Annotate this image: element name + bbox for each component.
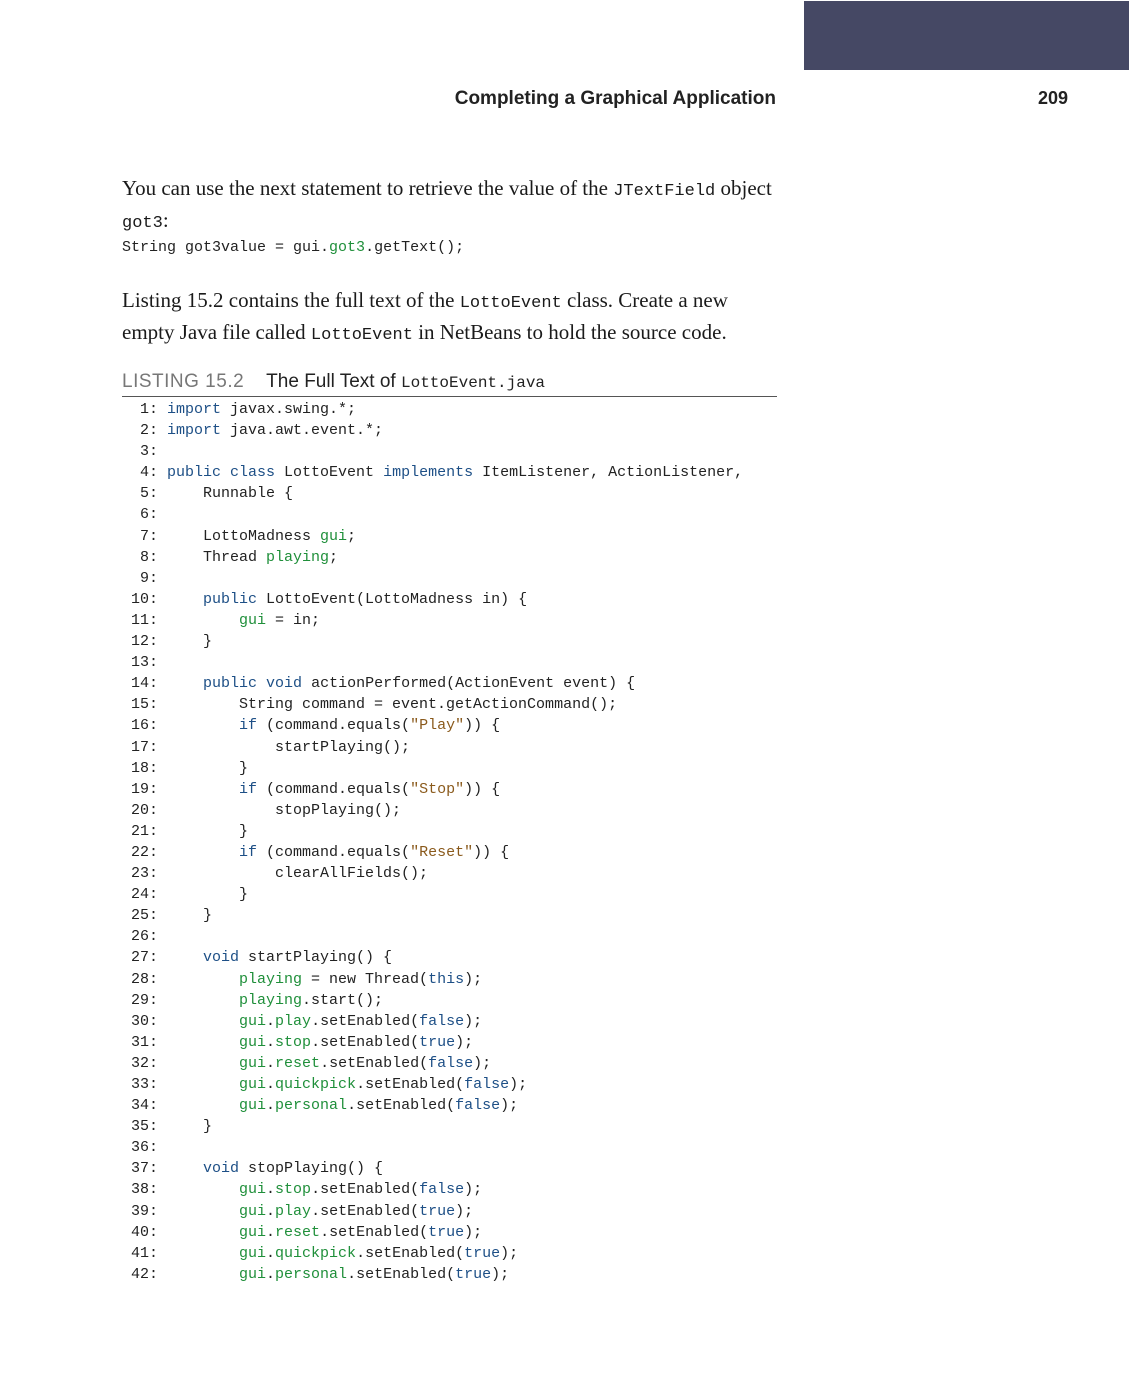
code-line (122, 1053, 743, 1074)
line-number: 30: (130, 1012, 158, 1030)
code-token: true (419, 1033, 456, 1051)
code-line (122, 715, 743, 736)
code-line (122, 673, 743, 694)
code-token: true (455, 1265, 492, 1283)
code-token: = in; (266, 611, 321, 629)
code-token (167, 591, 203, 608)
code-line (122, 462, 743, 483)
code-token: quickpick (275, 1244, 357, 1262)
code-line (122, 1158, 743, 1179)
body-code-lottoevent-1: LottoEvent (459, 294, 562, 313)
code-line (122, 1116, 743, 1137)
code-token: . (266, 1202, 276, 1220)
code-line (122, 610, 743, 631)
code-token: true (464, 1244, 501, 1262)
code-token: if (239, 717, 258, 735)
code-line (122, 589, 743, 610)
line-number: 38: (130, 1181, 158, 1199)
code-token: .setEnabled( (320, 1054, 429, 1072)
line-number: 33: (130, 1076, 158, 1093)
code-token: .setEnabled( (311, 1033, 420, 1051)
code-token: } (167, 907, 213, 925)
line-number: 4: (139, 464, 158, 482)
code-token: gui (239, 1244, 267, 1262)
code-token: ); (455, 1033, 474, 1051)
line-number: 23: (130, 865, 158, 883)
code-token: LottoEvent(LottoMadness in) { (257, 590, 528, 608)
intro-text-3: : (162, 208, 169, 232)
line-number: 11: (130, 611, 158, 629)
line-number: 2: (139, 422, 158, 440)
code-token: public (167, 464, 222, 482)
code-token: gui (239, 1265, 267, 1283)
code-token: .setEnabled( (311, 1012, 420, 1030)
code-token: javax.swing.*; (221, 401, 357, 418)
intro-code-got3: got3 (122, 214, 163, 233)
code-token: . (266, 1076, 276, 1093)
code-token: ); (464, 970, 483, 988)
code-token: playing (239, 970, 303, 988)
code-token: ItemListener, ActionListener, (473, 464, 744, 482)
line-number: 12: (130, 633, 158, 651)
intro-code-jtextfield: JTextField (613, 182, 716, 201)
code-token: ); (455, 1202, 474, 1220)
code-token: stopPlaying(); (167, 801, 402, 819)
code-token: reset (275, 1054, 321, 1072)
code-token: ); (491, 1265, 510, 1283)
code-token (167, 717, 239, 734)
code-token: stop (275, 1033, 312, 1051)
running-head-title: Completing a Graphical Application (454, 88, 776, 109)
code-token: (command.equals( (257, 717, 411, 735)
code-line (122, 779, 743, 800)
code-token: false (419, 1012, 465, 1030)
code-token: . (266, 1223, 276, 1241)
code-line (122, 905, 743, 926)
code-line (122, 884, 743, 905)
code-token: implements (383, 464, 474, 482)
code-token: gui (239, 1012, 267, 1030)
body-text-2: class. Create a new empty Java file called (122, 288, 728, 344)
code-token: LottoEvent (275, 464, 384, 482)
code-token: this (428, 970, 465, 988)
code-token: java.awt.event.*; (221, 422, 384, 440)
code-token: gui (239, 1076, 267, 1093)
code-line (122, 1074, 743, 1095)
header-corner-block (804, 1, 1129, 70)
line-number: 24: (130, 886, 158, 904)
code-token: stopPlaying() { (239, 1160, 384, 1178)
code-token (167, 612, 239, 629)
code-token: actionPerformed(ActionEvent event) { (302, 675, 636, 693)
line-number: 8: (139, 548, 158, 566)
line-number: 39: (130, 1202, 158, 1220)
code-token (167, 675, 203, 692)
listing-caption (122, 371, 777, 397)
code-line (122, 652, 743, 673)
code-token: )) { (464, 717, 501, 735)
code-token: false (455, 1097, 501, 1115)
code-token: quickpick (275, 1076, 357, 1093)
code-token: .setEnabled( (356, 1076, 465, 1093)
code-token: gui (239, 611, 267, 629)
code-token: gui (239, 1181, 267, 1199)
intro-text-2: object (715, 176, 772, 200)
code-line (122, 1095, 743, 1116)
code-token: gui (239, 1202, 267, 1220)
code-token: "Reset" (410, 843, 474, 861)
code-line (122, 800, 743, 821)
line-number: 37: (130, 1160, 158, 1178)
line-number: 41: (130, 1244, 158, 1262)
code-token: playing (239, 991, 303, 1009)
code-token: if (239, 843, 258, 861)
code-token (257, 675, 266, 692)
intro-text-1: You can use the next statement to retrieve the value of the (122, 176, 614, 200)
code-token: } (167, 1118, 213, 1136)
code-token: import (167, 401, 222, 418)
line-number: 7: (139, 527, 158, 545)
code-token: = new Thread( (302, 970, 429, 988)
code-token: false (428, 1054, 474, 1072)
code-line (122, 737, 743, 758)
code-token (167, 1181, 239, 1198)
code-line (122, 947, 743, 968)
code-token (167, 1245, 239, 1262)
code-token (167, 1160, 203, 1177)
code-line (122, 1201, 743, 1222)
code-token: . (266, 1033, 276, 1051)
code-token: . (266, 1012, 276, 1030)
code-token: )) { (464, 780, 501, 798)
line-number: 32: (130, 1054, 158, 1072)
line-number: 3: (139, 443, 158, 461)
code-token: ); (500, 1244, 519, 1262)
code-line (122, 568, 743, 589)
line-number: 42: (130, 1265, 158, 1283)
line-number: 21: (130, 822, 158, 840)
line-number: 16: (130, 717, 158, 735)
code-token: . (266, 1181, 276, 1199)
code-token: } (167, 633, 213, 651)
code-line (122, 526, 743, 547)
line-number: 40: (130, 1223, 158, 1241)
line-number: 35: (130, 1118, 158, 1136)
code-token (221, 464, 230, 481)
code-token: String command = event.getActionCommand(); (167, 696, 618, 714)
code-token: personal (275, 1097, 348, 1115)
code-token: ); (464, 1223, 483, 1241)
listing-filename: LottoEvent.java (401, 374, 546, 392)
line-number: 29: (130, 991, 158, 1009)
code-line (122, 842, 743, 863)
code-token: .setEnabled( (347, 1265, 456, 1283)
code-line (122, 1222, 743, 1243)
line-number: 25: (130, 907, 158, 925)
code-token: (command.equals( (257, 843, 411, 861)
code-token: )) { (473, 843, 510, 861)
body-text-3: in NetBeans to hold the source code. (412, 320, 727, 344)
code-token (167, 1224, 239, 1241)
line-number: 9: (139, 569, 158, 587)
code-line (122, 1011, 743, 1032)
code-token: void (203, 949, 240, 967)
line-number: 19: (130, 780, 158, 798)
code-line (122, 1264, 743, 1285)
code-token: .setEnabled( (311, 1202, 420, 1220)
body-paragraph (122, 286, 782, 350)
code-token: .setEnabled( (356, 1244, 465, 1262)
code-token: gui (239, 1097, 267, 1115)
line-number: 36: (130, 1139, 158, 1157)
snippet-field: got3 (329, 239, 366, 256)
code-line (122, 504, 743, 525)
code-token: public (203, 590, 258, 608)
code-token: ); (473, 1054, 492, 1072)
code-snippet (122, 239, 464, 256)
code-token: gui (239, 1033, 267, 1051)
line-number: 22: (130, 843, 158, 861)
code-token: .setEnabled( (320, 1223, 429, 1241)
code-token: ; (329, 548, 339, 566)
listing-label: LISTING 15.2 (122, 371, 245, 392)
code-token (167, 949, 203, 966)
code-line (122, 1032, 743, 1053)
line-number: 10: (130, 590, 158, 608)
code-token: ); (464, 1181, 483, 1199)
code-token: startPlaying(); (167, 738, 411, 756)
code-line (122, 420, 743, 441)
code-token (167, 781, 239, 798)
code-token (167, 1013, 239, 1030)
code-token (167, 844, 239, 861)
code-token: ; (347, 527, 357, 545)
line-number: 31: (130, 1033, 158, 1051)
code-token: } (167, 886, 249, 904)
code-token: stop (275, 1181, 312, 1199)
line-number: 17: (130, 738, 158, 756)
code-token: (command.equals( (257, 780, 411, 798)
code-token: play (275, 1202, 312, 1220)
snippet-before: String got3value = gui. (122, 239, 330, 256)
line-number: 5: (139, 485, 158, 503)
code-token: void (203, 1160, 240, 1178)
code-token (167, 1266, 239, 1283)
code-token: true (419, 1202, 456, 1220)
code-token: Thread (167, 548, 267, 566)
line-number: 26: (130, 928, 158, 946)
code-token: } (167, 759, 249, 777)
line-number: 18: (130, 759, 158, 777)
code-token: "Stop" (410, 780, 465, 798)
code-line (122, 1243, 743, 1264)
line-number: 27: (130, 949, 158, 967)
code-token: Runnable { (167, 485, 294, 503)
line-number: 6: (139, 506, 158, 524)
code-token: startPlaying() { (239, 949, 393, 967)
code-token: ); (509, 1076, 528, 1093)
body-code-lottoevent-2: LottoEvent (310, 326, 413, 345)
code-token: class (230, 464, 276, 482)
code-line (122, 863, 743, 884)
code-line (122, 631, 743, 652)
listing-title: The Full Text of (266, 371, 401, 392)
code-token: personal (275, 1265, 348, 1283)
code-token: void (266, 675, 303, 693)
code-token: ); (464, 1012, 483, 1030)
code-token: . (266, 1265, 276, 1283)
code-line (122, 399, 743, 420)
code-line (122, 821, 743, 842)
body-text-1: Listing 15.2 contains the full text of the (122, 288, 460, 312)
code-token: reset (275, 1223, 321, 1241)
code-token: .setEnabled( (311, 1181, 420, 1199)
line-number: 1: (139, 401, 158, 418)
code-token: gui (239, 1054, 267, 1072)
code-token (167, 1055, 239, 1072)
code-token: play (275, 1012, 312, 1030)
code-token: . (266, 1097, 276, 1115)
code-line (122, 547, 743, 568)
code-token: .start(); (302, 991, 384, 1009)
line-number: 28: (130, 970, 158, 988)
page-number: 209 (1037, 88, 1068, 108)
code-token: false (419, 1181, 465, 1199)
code-token: ); (500, 1097, 519, 1115)
line-number: 13: (130, 654, 158, 672)
code-token (167, 1076, 239, 1093)
code-token (167, 971, 239, 988)
code-line (122, 990, 743, 1011)
code-line (122, 1179, 743, 1200)
code-line (122, 758, 743, 779)
code-token: .setEnabled( (347, 1097, 456, 1115)
code-token: true (428, 1223, 465, 1241)
code-token: . (266, 1054, 276, 1072)
line-number: 20: (130, 801, 158, 819)
line-number: 34: (130, 1097, 158, 1115)
code-token (167, 1097, 239, 1114)
code-line (122, 694, 743, 715)
code-token: . (266, 1244, 276, 1262)
code-token: "Play" (410, 717, 465, 735)
snippet-after: .getText(); (365, 239, 465, 256)
code-token: if (239, 780, 258, 798)
code-line (122, 1137, 743, 1158)
intro-paragraph (122, 174, 782, 238)
code-token: playing (266, 548, 330, 566)
code-line (122, 483, 743, 504)
code-token: gui (320, 527, 348, 545)
code-token (167, 1203, 239, 1220)
line-number: 15: (130, 696, 158, 714)
code-token: LottoMadness (167, 527, 321, 545)
code-token: import (167, 422, 222, 440)
code-token (167, 1034, 239, 1051)
code-token: gui (239, 1223, 267, 1241)
code-token: clearAllFields(); (167, 865, 429, 883)
line-number: 14: (130, 675, 158, 693)
code-token: false (464, 1076, 510, 1093)
code-line (122, 926, 743, 947)
code-token: public (203, 675, 258, 693)
code-token: } (167, 822, 249, 840)
code-listing (122, 399, 743, 1285)
code-token (167, 992, 239, 1009)
code-line (122, 441, 743, 462)
code-line (122, 969, 743, 990)
